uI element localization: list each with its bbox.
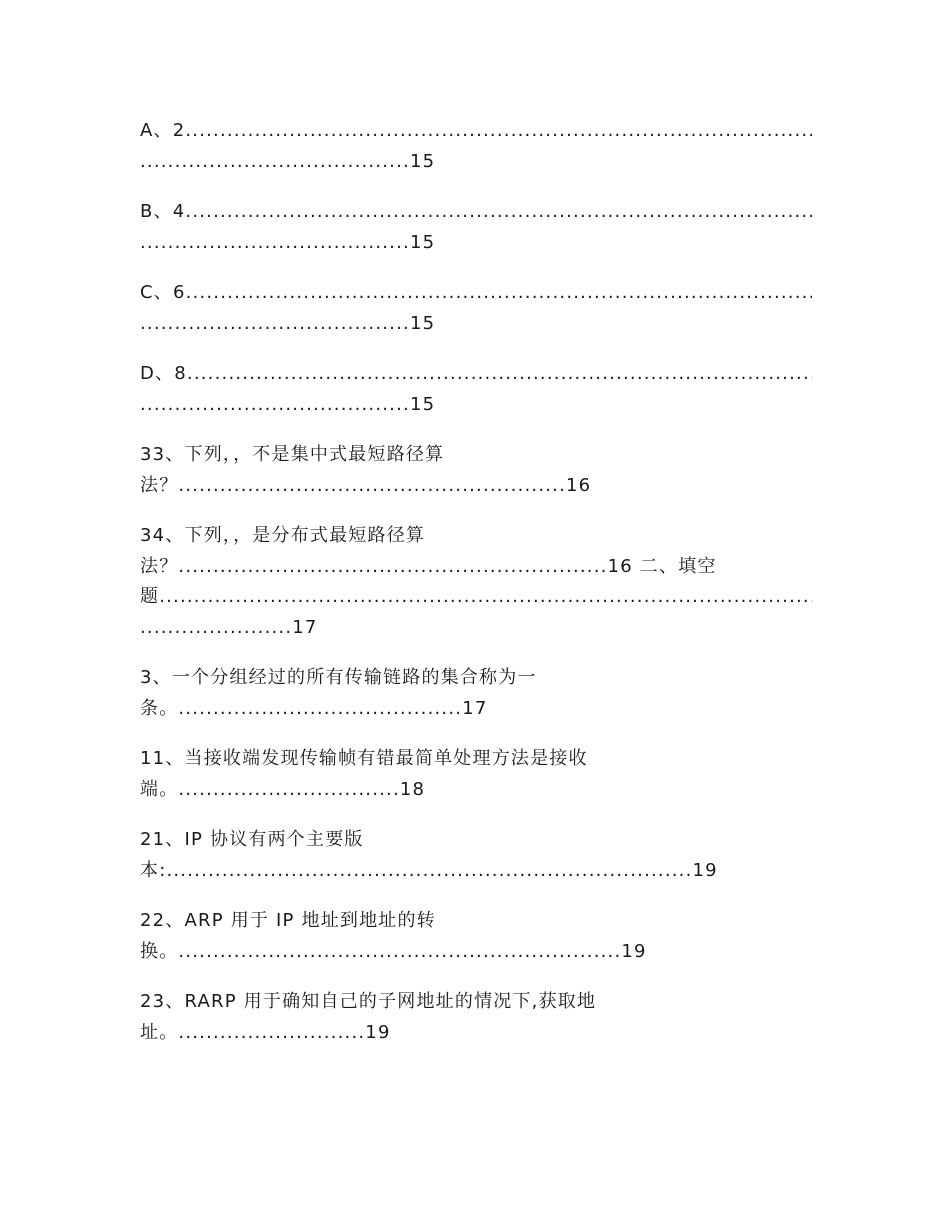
toc-line bbox=[140, 471, 812, 502]
toc-entry-label-continued: 址。 bbox=[140, 1021, 179, 1043]
toc-entry-label-continued: 换。 bbox=[140, 940, 179, 962]
toc-entry-label: 23、RARP 用于确知自己的子网地址的情况下,获取地 bbox=[140, 991, 597, 1012]
toc-entry-21[interactable] bbox=[140, 825, 812, 886]
section-heading-end: 题 bbox=[140, 586, 160, 607]
toc-entry-22[interactable] bbox=[140, 906, 812, 967]
toc-line bbox=[140, 309, 812, 340]
dot-leader bbox=[186, 278, 812, 309]
toc-entry-label: C、6 bbox=[140, 282, 186, 303]
toc-line bbox=[140, 147, 812, 178]
toc-line bbox=[140, 228, 812, 259]
page-number: 18 bbox=[399, 778, 426, 800]
toc-line bbox=[140, 663, 812, 694]
toc-entry-label: A、2 bbox=[140, 120, 186, 141]
toc-entry-a[interactable] bbox=[140, 116, 812, 177]
toc-line bbox=[140, 744, 812, 775]
dot-leader: ......................................... bbox=[178, 697, 463, 719]
dot-leader bbox=[185, 197, 812, 228]
toc-entry-label-continued: 本: bbox=[140, 859, 167, 881]
dot-leader: ....................................... bbox=[140, 393, 410, 415]
toc-entry-label: 3、一个分组经过的所有传输链路的集合称为一 bbox=[140, 667, 537, 688]
toc-line bbox=[140, 552, 812, 583]
dot-leader: .............................................................. bbox=[178, 555, 608, 577]
toc-entry-label: 34、下列，，是分布式最短路径算 bbox=[140, 525, 426, 546]
dot-leader: ................................................................ bbox=[178, 940, 622, 962]
toc-entry-23[interactable] bbox=[140, 987, 812, 1048]
page-number: 17 bbox=[292, 616, 318, 638]
dot-leader bbox=[159, 582, 812, 613]
toc-line bbox=[140, 359, 812, 390]
dot-leader: ....................................... bbox=[140, 150, 410, 172]
page-number: 15 bbox=[409, 312, 436, 334]
toc-entry-label-continued: 端。 bbox=[140, 778, 179, 800]
toc-entry-label-continued: 法？ bbox=[140, 555, 179, 577]
dot-leader: ........................................................ bbox=[178, 474, 567, 496]
toc-entry-label: 11、当接收端发现传输帧有错最简单处理方法是接收 bbox=[140, 748, 588, 769]
toc-entry-d[interactable] bbox=[140, 359, 812, 420]
dot-leader: ....................................... bbox=[140, 312, 410, 334]
toc-entry-33[interactable] bbox=[140, 440, 812, 501]
page-number: 15 bbox=[409, 150, 436, 172]
toc-line bbox=[140, 906, 812, 937]
toc-line bbox=[140, 825, 812, 856]
toc-line bbox=[140, 613, 812, 644]
page-number: 19 bbox=[621, 940, 647, 962]
dot-leader: ............................................................................ bbox=[166, 859, 693, 881]
toc-line bbox=[140, 440, 812, 471]
toc-line bbox=[140, 937, 812, 968]
page-number: 16 bbox=[607, 555, 633, 577]
toc-entry-b[interactable] bbox=[140, 197, 812, 258]
toc-entry-3[interactable] bbox=[140, 663, 812, 724]
toc-entry-label: 22、ARP 用于 IP 地址到地址的转 bbox=[140, 910, 436, 931]
dot-leader: ....................................... bbox=[140, 231, 410, 253]
table-of-contents bbox=[140, 116, 812, 1068]
dot-leader: ........................... bbox=[178, 1021, 366, 1043]
toc-line bbox=[140, 582, 812, 613]
toc-line bbox=[140, 694, 812, 725]
toc-line bbox=[140, 1018, 812, 1049]
dot-leader bbox=[187, 359, 812, 390]
toc-line bbox=[140, 278, 812, 309]
page-number: 15 bbox=[409, 231, 436, 253]
dot-leader: ...................... bbox=[140, 616, 293, 638]
toc-entry-label: D、8 bbox=[140, 363, 187, 384]
page-number: 17 bbox=[462, 697, 488, 719]
toc-entry-label-continued: 法？ bbox=[140, 474, 179, 496]
toc-line bbox=[140, 987, 812, 1018]
dot-leader: ................................ bbox=[178, 778, 400, 800]
toc-entry-11[interactable] bbox=[140, 744, 812, 805]
toc-entry-label: B、4 bbox=[140, 201, 186, 222]
toc-entry-34[interactable] bbox=[140, 521, 812, 643]
toc-line bbox=[140, 775, 812, 806]
toc-line bbox=[140, 116, 812, 147]
section-heading-start: 二、填空 bbox=[632, 555, 717, 577]
toc-line bbox=[140, 521, 812, 552]
toc-entry-label: 21、IP 协议有两个主要版 bbox=[140, 829, 364, 850]
toc-line bbox=[140, 197, 812, 228]
page-number: 19 bbox=[692, 859, 718, 881]
toc-line bbox=[140, 856, 812, 887]
toc-line bbox=[140, 390, 812, 421]
toc-entry-label-continued: 条。 bbox=[140, 697, 179, 719]
toc-entry-label: 33、下列，，不是集中式最短路径算 bbox=[140, 444, 445, 465]
dot-leader bbox=[185, 116, 812, 147]
page-number: 19 bbox=[365, 1021, 391, 1043]
page-number: 16 bbox=[566, 474, 592, 496]
page-number: 15 bbox=[409, 393, 436, 415]
toc-entry-c[interactable] bbox=[140, 278, 812, 339]
